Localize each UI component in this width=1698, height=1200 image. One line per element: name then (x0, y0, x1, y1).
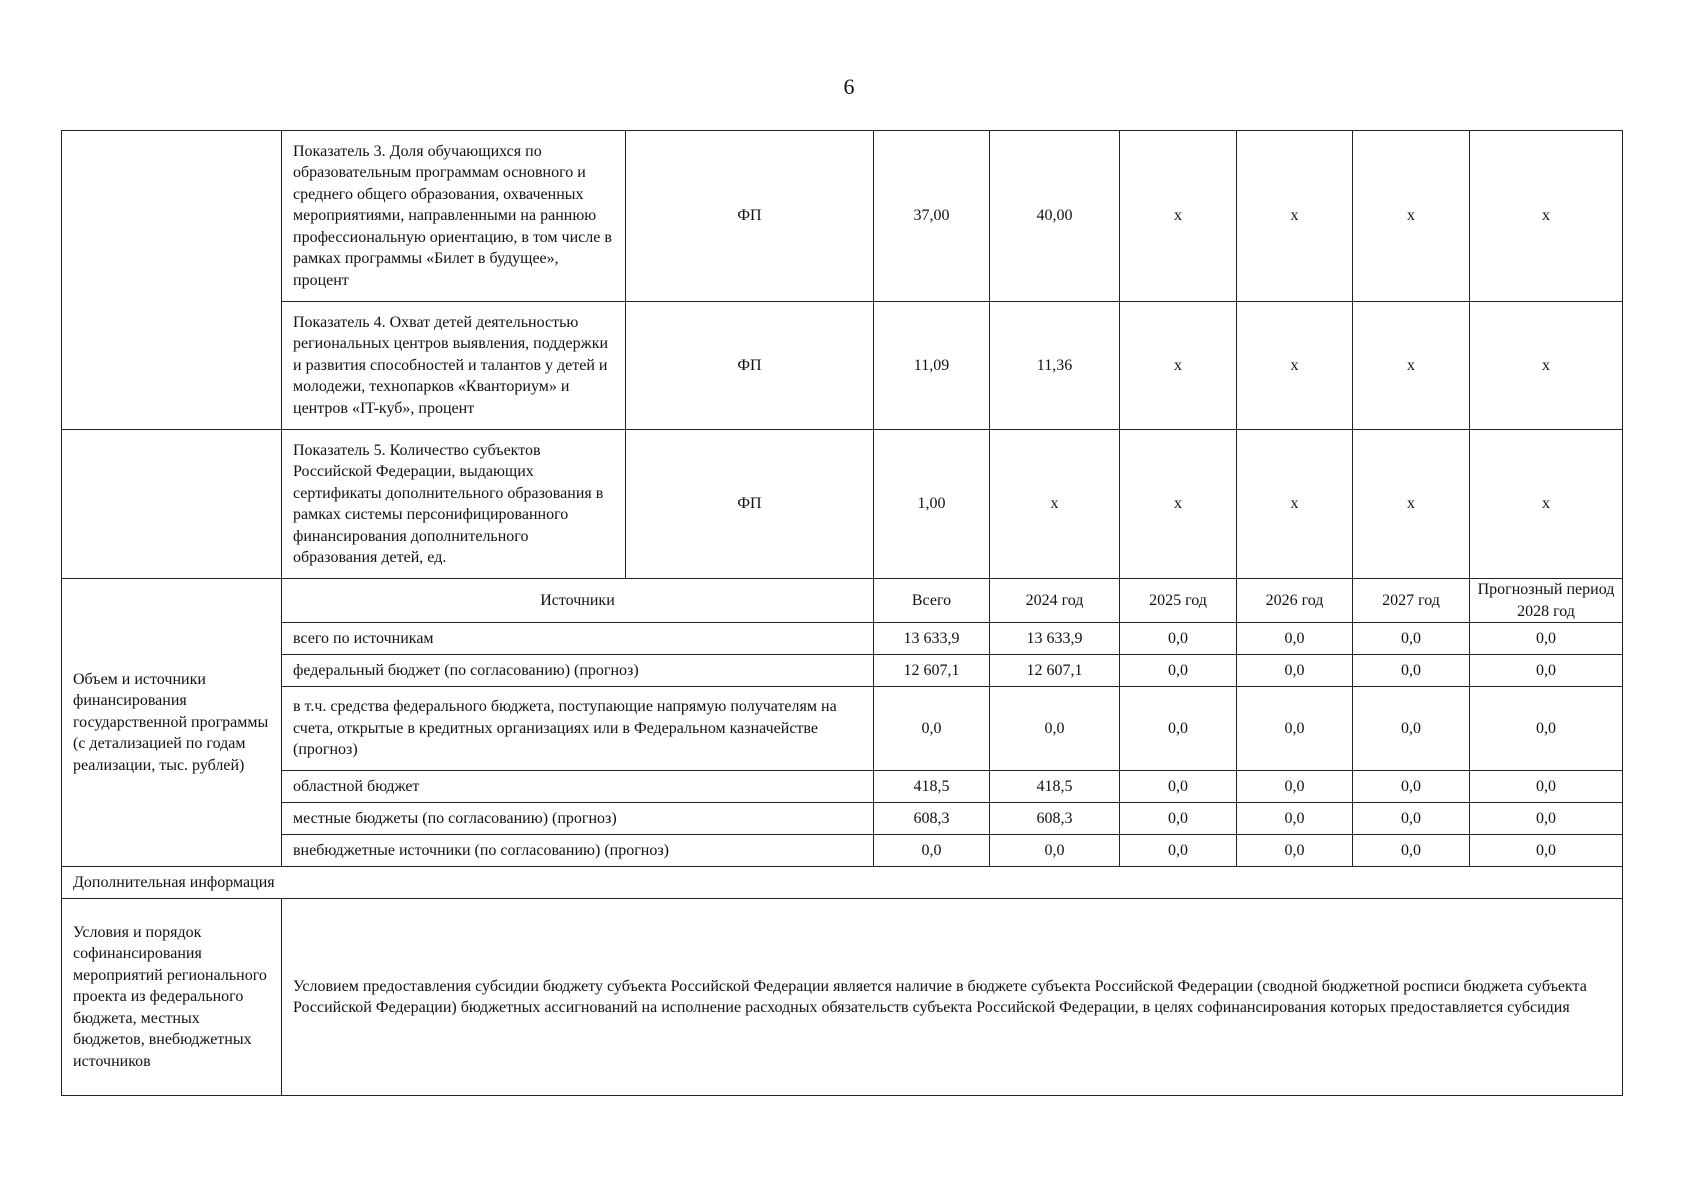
financing-row (62, 835, 1623, 867)
financing-row (62, 655, 1623, 687)
empty-label-cell (62, 430, 282, 579)
indicator-value: х (990, 430, 1120, 579)
financing-value: 0,0 (874, 835, 990, 867)
financing-value: 12 607,1 (874, 655, 990, 687)
financing-value: 608,3 (990, 803, 1120, 835)
financing-value: 0,0 (874, 687, 990, 771)
financing-value: 608,3 (874, 803, 990, 835)
financing-header-forecast: Прогнозный период 2028 год (1470, 579, 1623, 623)
indicator-name: Показатель 4. Охват детей деятельностью региональных центров выявления, поддержки и развития способностей и талантов у детей и молодежи, технопарков «Кванториум» и центров «IT-куб», процент (282, 302, 626, 430)
financing-source: местные бюджеты (по согласованию) (прогноз) (282, 803, 874, 835)
financing-value: 0,0 (1237, 835, 1353, 867)
financing-value: 13 633,9 (990, 623, 1120, 655)
financing-label: Объем и источники финансирования государственной программы (с детализацией по годам реализации, тыс. рублей) (62, 579, 282, 867)
financing-value: 0,0 (1237, 623, 1353, 655)
financing-value: 0,0 (1120, 835, 1237, 867)
financing-value: 0,0 (1353, 623, 1470, 655)
indicator-value: х (1470, 131, 1623, 302)
indicator-value: х (1120, 302, 1237, 430)
indicator-value: 40,00 (990, 131, 1120, 302)
financing-row (62, 687, 1623, 771)
additional-info-heading: Дополнительная информация (62, 867, 1623, 899)
indicator-row (62, 131, 1623, 302)
financing-value: 0,0 (1353, 803, 1470, 835)
passport-table (61, 130, 1623, 1096)
financing-source: федеральный бюджет (по согласованию) (прогноз) (282, 655, 874, 687)
financing-value: 0,0 (1120, 803, 1237, 835)
indicator-level: ФП (626, 131, 874, 302)
indicator-value: х (1237, 302, 1353, 430)
empty-label-cell (62, 131, 282, 430)
financing-source: в т.ч. средства федерального бюджета, поступающие напрямую получателям на счета, открытые в кредитных организациях или в Федеральном казначействе (прогноз) (282, 687, 874, 771)
financing-value: 418,5 (990, 771, 1120, 803)
financing-value: 0,0 (1237, 655, 1353, 687)
indicator-value: 11,36 (990, 302, 1120, 430)
indicator-level: ФП (626, 302, 874, 430)
financing-value: 0,0 (1353, 655, 1470, 687)
financing-value: 0,0 (1353, 835, 1470, 867)
indicator-row (62, 302, 1623, 430)
indicator-row (62, 430, 1623, 579)
financing-value: 0,0 (990, 687, 1120, 771)
financing-header-2026: 2026 год (1237, 579, 1353, 623)
financing-value: 418,5 (874, 771, 990, 803)
financing-value: 0,0 (1353, 771, 1470, 803)
conditions-row (62, 899, 1623, 1096)
financing-header-total: Всего (874, 579, 990, 623)
financing-source: областной бюджет (282, 771, 874, 803)
financing-value: 12 607,1 (990, 655, 1120, 687)
financing-row (62, 623, 1623, 655)
financing-header-2025: 2025 год (1120, 579, 1237, 623)
indicator-level: ФП (626, 430, 874, 579)
financing-value: 0,0 (1470, 803, 1623, 835)
additional-info-row (62, 867, 1623, 899)
indicator-value: х (1237, 131, 1353, 302)
indicator-value: х (1353, 430, 1470, 579)
financing-value: 0,0 (1470, 623, 1623, 655)
financing-value: 0,0 (1120, 623, 1237, 655)
financing-value: 0,0 (990, 835, 1120, 867)
financing-row (62, 771, 1623, 803)
indicator-value: 1,00 (874, 430, 990, 579)
indicator-value: 11,09 (874, 302, 990, 430)
financing-header-row (62, 579, 1623, 623)
financing-value: 0,0 (1353, 687, 1470, 771)
financing-value: 13 633,9 (874, 623, 990, 655)
financing-value: 0,0 (1237, 687, 1353, 771)
financing-value: 0,0 (1237, 803, 1353, 835)
financing-value: 0,0 (1470, 835, 1623, 867)
indicator-value: х (1237, 430, 1353, 579)
indicator-value: 37,00 (874, 131, 990, 302)
conditions-label: Условия и порядок софинансирования мероприятий регионального проекта из федерального бюджета, местных бюджетов, внебюджетных источников (62, 899, 282, 1096)
financing-header-2024: 2024 год (990, 579, 1120, 623)
indicator-value: х (1120, 131, 1237, 302)
indicator-name: Показатель 5. Количество субъектов Российской Федерации, выдающих сертификаты дополнительного образования в рамках системы персонифицированного финансирования дополнительного образования детей, ед. (282, 430, 626, 579)
financing-value: 0,0 (1470, 655, 1623, 687)
financing-source: внебюджетные источники (по согласованию) (прогноз) (282, 835, 874, 867)
indicator-value: х (1470, 302, 1623, 430)
financing-source: всего по источникам (282, 623, 874, 655)
indicator-value: х (1353, 131, 1470, 302)
financing-value: 0,0 (1470, 687, 1623, 771)
financing-row (62, 803, 1623, 835)
financing-value: 0,0 (1120, 771, 1237, 803)
financing-value: 0,0 (1120, 655, 1237, 687)
financing-value: 0,0 (1120, 687, 1237, 771)
conditions-text: Условием предоставления субсидии бюджету субъекта Российской Федерации является наличие в бюджете субъекта Российской Федерации (сводной бюджетной росписи бюджета субъекта Российской Федерации) бюджетных ассигнований на исполнение расходных обязательств субъекта Российской Федерации, в целях софинансирования которых предоставляется субсидия (282, 899, 1623, 1096)
indicator-value: х (1353, 302, 1470, 430)
indicator-name: Показатель 3. Доля обучающихся по образовательным программам основного и среднего общего образования, охваченных мероприятиями, направленными на раннюю профессиональную ориентацию, в том числе в рамках программы «Билет в будущее», процент (282, 131, 626, 302)
financing-header-2027: 2027 год (1353, 579, 1470, 623)
financing-value: 0,0 (1470, 771, 1623, 803)
page-number: 6 (843, 74, 855, 99)
financing-header-sources: Источники (282, 579, 874, 623)
indicator-value: х (1120, 430, 1237, 579)
indicator-value: х (1470, 430, 1623, 579)
financing-value: 0,0 (1237, 771, 1353, 803)
